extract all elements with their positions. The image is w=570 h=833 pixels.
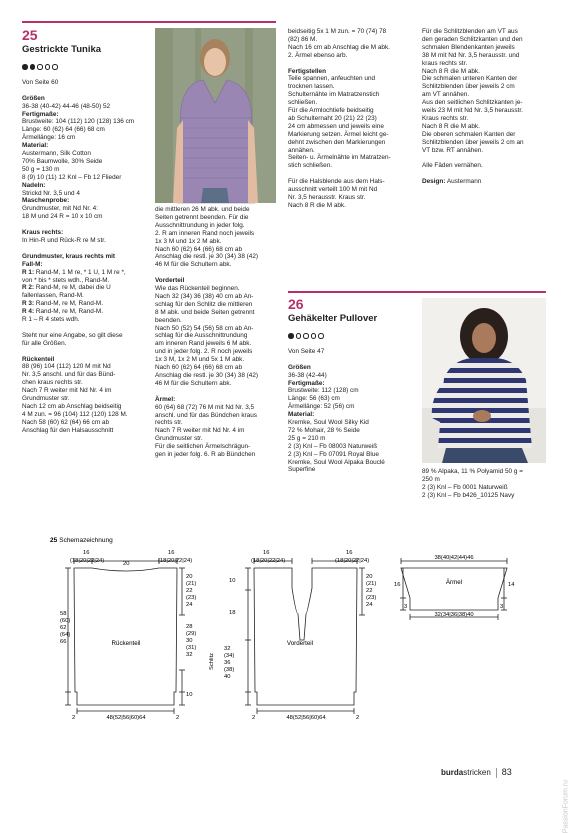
heading-groessen: Größen (288, 363, 311, 371)
text-line (22, 300, 150, 308)
text-line: schmalen Blendenkanten jeweils (422, 43, 515, 51)
dim-stack (60, 611, 70, 645)
heading-maschenprobe: Maschenprobe: (22, 197, 70, 205)
rating-dot-empty (37, 64, 43, 70)
text-line: Seiten getrennt beenden. Für die (155, 213, 249, 221)
rating-dot-empty (296, 333, 302, 339)
text-line: 18 M und 24 R = 10 x 10 cm (22, 213, 103, 221)
dim-label: (18|20|22|24) (251, 558, 286, 564)
from-page: Von Seite 60 (22, 78, 59, 86)
dim-label: 32 (224, 646, 231, 652)
vorderteil-text (155, 285, 280, 388)
schema-title (50, 537, 113, 544)
text-line: Anschlag für den Halsausschnitt (22, 426, 114, 434)
text-line: Kraus rechts str. (422, 114, 469, 122)
text-line: Anschlag die restl. je 30 (34) 38 (42) (155, 372, 259, 380)
section-rule (288, 291, 546, 293)
text-line: 46 M für die Schultern abk. (155, 379, 232, 387)
schema-aermel (400, 558, 507, 620)
text-line: Nr. 3,5 anschl. und für das Bünd- (22, 371, 116, 379)
dim-label: 3 (404, 604, 408, 610)
text-line: 36-38 (40-42) 44-46 (48-50) 52 (22, 102, 111, 110)
rating-dot-empty (311, 333, 317, 339)
dim-label: 62 (60, 625, 67, 631)
text-line: den geraden Schlitzkanten und den (422, 35, 523, 43)
text-line: Nach 50 (52) 54 (56) 58 cm ab An- (155, 324, 254, 332)
text-line: VT bzw. RT annähen. (422, 146, 484, 154)
from-page: Von Seite 47 (288, 347, 325, 355)
text-line: weils 23 M mit Nd Nr. 3,5 herausstr. (422, 107, 523, 115)
fertigstellen-text (288, 75, 418, 170)
aermel-label: Ärmel (445, 579, 463, 586)
text-line: 250 m (422, 475, 440, 483)
text-line: 2 (3) Knl – Fb 0001 Naturweiß (422, 483, 508, 491)
text-line: 2 (3) Knl – Fb 07091 Royal Blue (288, 450, 379, 458)
text-line: Strickd Nr. 3,5 und 4 (22, 189, 80, 197)
text-line: In Hin-R und Rück-R re M str. (22, 236, 106, 244)
dim-label: 16 (83, 550, 90, 556)
dim-label: 40 (224, 674, 231, 680)
text-line: Teile spannen, anfeuchten und (288, 75, 376, 83)
text-line: Länge: 56 (63) cm (288, 395, 340, 403)
text-line: Nach 8 R die M abk. (422, 122, 480, 130)
text-line: Nach 60 (62) 64 (66) 68 cm ab (155, 364, 243, 372)
rating-dot-empty (303, 333, 309, 339)
text-line: ab Schulternaht 20 (21) 22 (23) (288, 114, 377, 122)
text-line: chen kraus rechts str. (22, 379, 83, 387)
pattern-number: 26 (288, 296, 304, 312)
dim-label: 18 (229, 610, 236, 616)
schema-rueckenteil (65, 558, 185, 714)
dim-label: (31) (186, 645, 197, 651)
heading-vorderteil: Vorderteil (155, 277, 185, 285)
text-line: für alle Größen. (22, 339, 67, 347)
column-4 (422, 28, 550, 186)
dim-label: 20 (186, 574, 193, 580)
text-line: Brustweite: 104 (112) 120 (128) 136 cm (22, 118, 135, 126)
text-line: 89 % Alpaka, 11 % Polyamid 50 g = (422, 468, 523, 475)
dim-label: (60) (60, 618, 71, 624)
text-line: Für die Armlochtiefe beidseitig (288, 107, 374, 115)
text-line: Die schmalen unteren Kanten der (422, 75, 518, 83)
column-3 (288, 28, 418, 210)
pattern-title: Gestrickte Tunika (22, 44, 102, 55)
text-line: Nach 7 R weiter mit Nd Nr. 4 im (22, 387, 112, 395)
aermel-text (155, 404, 280, 459)
heading-fertigmasse: Fertigmaße: (22, 110, 59, 118)
dim-label: 36 (224, 660, 231, 666)
schlitz-label: Schlitz (209, 652, 215, 670)
dim-label: 24 (186, 602, 193, 608)
text-line: Grundmuster str. (155, 435, 203, 443)
section-rule (22, 21, 276, 23)
rating-dot-empty (45, 64, 51, 70)
heading-grundmuster: Grundmuster, kraus rechts mit (22, 252, 116, 260)
row-text: Rand-M, re M, Rand-M. (34, 308, 103, 316)
dim-label: 16 (346, 550, 353, 556)
text-line: 2 (3) Knl – Fb 08003 Naturweiß (288, 442, 378, 450)
row-label: R 4: (22, 308, 35, 316)
text-line: Nr. 3,5 herausstr. Kraus str. (288, 194, 366, 201)
dim-label: (18|20|22|24) (70, 558, 105, 564)
dim-label: 66 (60, 639, 67, 645)
text-line: von * bis * stets wdh., Rand-M. (22, 276, 110, 284)
dim-label: 58 (60, 611, 67, 617)
design-label: Design: (422, 178, 446, 186)
text-line: schlag für den Schlitz die mittleren (155, 300, 253, 308)
dim-stack (224, 646, 234, 680)
material-text (288, 419, 418, 474)
text-line: Nach 7 R weiter mit Nd Nr. 4 im (155, 427, 245, 435)
text-line: 2. R am inneren Rand noch jeweils (155, 229, 255, 237)
heading-fertigmasse: Fertigmaße: (288, 379, 325, 387)
text-line: 4 M zun. = 96 (104) 112 (120) 128 M. (22, 410, 128, 418)
text-line: Nach 16 cm ab Anschlag die M abk. (288, 43, 390, 51)
dim-label: (21) (366, 581, 377, 587)
schema-drawing (30, 530, 530, 750)
dim-label: 24 (366, 602, 373, 608)
text-line: R 1 – R 4 stets wdh. (22, 316, 80, 324)
row-label: R 2: (22, 284, 35, 292)
dim-label: 20 (123, 561, 130, 567)
text-line: Brustweite: 112 (128) cm (288, 387, 359, 395)
dim-label: (18|20|22|24) (335, 558, 370, 564)
rating-dot-filled (30, 64, 36, 70)
text-line: kraus rechts str. (422, 59, 468, 67)
text-line: Seiten- u. Ärmelnähte im Matratzen- (288, 154, 391, 162)
rating-dot-empty (318, 333, 324, 339)
heading-groessen: Größen (22, 94, 45, 102)
row-text: Rand-M, re M, Rand-M. (34, 300, 103, 308)
heading-fertigstellen: Fertigstellen (288, 67, 326, 75)
photo-pullover-illustration (422, 298, 546, 463)
page-number: 83 (501, 767, 512, 777)
text-line: Schlitzblenden über jeweils 2 cm (422, 83, 515, 91)
dim-label: 2 (72, 715, 76, 721)
heading-kraus: Kraus rechts: (22, 229, 64, 237)
dim-label: (23) (366, 595, 377, 601)
text-line: am VT annähen. (422, 91, 470, 99)
text-line: Für die Halsblende aus dem Hals- (288, 178, 385, 186)
text-line: Nach 60 (62) 64 (66) 68 cm ab (155, 245, 243, 253)
text-line: Grundmuster str. (22, 395, 70, 403)
text-line: Ärmellänge: 52 (56) cm (288, 403, 355, 411)
column-2 (155, 206, 280, 459)
text-line: 72 % Mohair, 28 % Seide (288, 426, 360, 434)
aermel-continued (288, 28, 418, 60)
text-line: Nach 32 (34) 36 (38) 40 cm ab An- (155, 292, 254, 300)
text-line: Nach 58 (60) 62 (64) 66 cm ab (22, 418, 110, 426)
text-line: Superfine (288, 466, 316, 474)
text-line: 1x 3 M, 1x 2 M und 5x 1 M abk. (155, 356, 245, 364)
schema-number: 25 (50, 537, 58, 544)
text-line: 50 g = 130 m (22, 165, 60, 173)
text-line: Austermann, Silk Cotton (22, 150, 91, 158)
dim-label: 2 (176, 715, 180, 721)
text-line: Ausschnittrundung in jeder folg. (155, 221, 245, 229)
dim-label: 2 (356, 715, 360, 721)
photo-tunika-illustration (155, 28, 276, 203)
text-line: Länge: 60 (62) 64 (66) 68 cm (22, 126, 105, 134)
dim-label: (21) (186, 581, 197, 587)
row-label: R 1: (22, 268, 35, 276)
dim-label: 2 (252, 715, 256, 721)
dim-stack (186, 574, 196, 608)
dim-label: 30 (186, 638, 193, 644)
rueckenteil-label: Rückenteil (111, 640, 141, 647)
dim-label: (18|20|22|24) (158, 558, 193, 564)
text-line: 60 (64) 68 (72) 76 M mit Nd Nr. 3,5 (155, 403, 255, 411)
dim-label: 32(34|36|38)40 (434, 612, 474, 618)
dim-label: 28 (186, 624, 193, 630)
text-line: Anschlag die restl. je 30 (34) 38 (42) (155, 253, 259, 261)
dim-label: 10 (186, 692, 193, 698)
text-line: Für die seitlichen Ärmelschrägun- (155, 443, 251, 451)
text-line: Kremke, Soul Wool Alpaka Bouclé (288, 458, 385, 466)
text-line (22, 308, 150, 316)
rueckenteil-continued (155, 206, 280, 269)
dim-label: 38(40|42|44)46 (434, 555, 474, 561)
row-text: Rand-M, re M, dabei die U (34, 284, 111, 292)
text-line: und in jeder folg. 2. R noch jeweils (155, 348, 253, 356)
text-line: 24 cm abmessen und jeweils eine (288, 122, 384, 130)
text-line: Alle Fäden vernähen. (422, 162, 483, 170)
text-line: Schlitzblenden über jeweils 2 cm an (422, 138, 524, 146)
text-line: trocknen lassen. (288, 83, 335, 91)
pattern-title: Gehäkelter Pullover (288, 313, 378, 324)
dim-label: 16 (394, 582, 401, 588)
dim-label: (64) (60, 632, 71, 638)
dim-label: 16 (263, 550, 270, 556)
text-line: Aus den seitlichen Schlitzkanten je- (422, 99, 523, 107)
text-line: Nach 8 R die M abk. (288, 201, 346, 209)
heading-grundmuster-2: Fall-M: (22, 260, 43, 268)
difficulty-rating (22, 63, 150, 71)
schema-title-text: Schemazeichnung (59, 537, 113, 544)
halsblende-text (288, 178, 418, 210)
pattern-26-column (288, 297, 418, 474)
text-line: stich schließen. (288, 162, 333, 170)
heading-material: Material: (22, 142, 49, 150)
text-line: rechts str. (155, 419, 183, 427)
text-line: dehnt zwischen den Markierungen (288, 138, 386, 146)
heading-rueckenteil: Rückenteil (22, 355, 55, 363)
text-line: 1x 3 M und 1x 2 M abk. (155, 237, 222, 245)
text-line: Grundmuster, mit Nd Nr. 4: (22, 205, 99, 213)
text-line: annähen. (288, 146, 315, 154)
heading-aermel: Ärmel: (155, 395, 176, 403)
dim-label: 22 (366, 588, 373, 594)
text-line: Für die Schlitzblenden am VT aus (422, 28, 518, 35)
text-line: beenden. (155, 316, 182, 324)
text-line: Kremke, Soul Wool Silky Kid (288, 419, 369, 427)
design-value: Austermann (445, 178, 482, 186)
text-line: 25 g = 210 m (288, 434, 326, 442)
text-line: Die oberen schmalen Kanten der (422, 130, 516, 138)
text-line: Schulternähte im Matratzenstich (288, 91, 380, 99)
dim-label: 32 (186, 652, 193, 658)
dim-label: (34) (224, 653, 235, 659)
text-line: beidseitig 5x 1 M zun. = 70 (74) 78 (288, 28, 387, 35)
material-text-continued (422, 468, 550, 500)
text-line: (82) 86 M. (288, 35, 318, 43)
text-line: schlag für die Ausschnittrundung (155, 332, 248, 340)
text-line: die mittleren 26 M abk. und beide (155, 206, 250, 213)
text-line: anschl. und für das Bündchen kraus (155, 411, 257, 419)
text-line: 2. Ärmel ebenso arb. (288, 51, 348, 59)
text-line: gen in jeder folg. 6. R ab Bündchen (155, 451, 256, 459)
dim-label: 22 (186, 588, 193, 594)
dim-label: (29) (186, 631, 197, 637)
vorderteil-label: Vorderteil (286, 640, 314, 647)
text-line: Wie das Rückenteil beginnen. (155, 285, 240, 293)
dim-label: 3 (500, 604, 504, 610)
text-line: Nach 8 R die M abk. (422, 67, 480, 75)
text-line: 88 (96) 104 (112) 120 M mit Nd (22, 363, 111, 371)
photo-pullover (422, 298, 546, 463)
dim-label: 20 (366, 574, 373, 580)
rueckenteil-text (22, 363, 150, 434)
pattern-number: 25 (22, 27, 38, 43)
footer (441, 767, 512, 778)
difficulty-rating (288, 332, 418, 340)
column-1 (22, 28, 150, 435)
dim-stack (186, 624, 196, 658)
heading-material: Material: (288, 411, 315, 419)
text-line (22, 269, 150, 277)
text-line: 38 M mit Nd Nr. 3,5 herausstr. und (422, 51, 520, 59)
text-line: Steht nur eine Angabe, so gilt diese (22, 331, 123, 339)
text-line (22, 284, 150, 292)
rating-dot-filled (22, 64, 28, 70)
text-line: fallenlassen, Rand-M. (22, 292, 84, 300)
dim-stack (366, 574, 376, 608)
text-line: 2 (3) Knl – Fb b426_10125 Navy (422, 491, 515, 499)
text-line: 70% Baumwolle, 30% Seide (22, 157, 103, 165)
text-line: schließen. (288, 99, 318, 107)
dim-label: (38) (224, 667, 235, 673)
dim-label: 16 (168, 550, 175, 556)
dim-label: 48(52|56|60)64 (106, 715, 146, 721)
dim-label: (23) (186, 595, 197, 601)
pattern-26-material-continued (422, 468, 550, 500)
footer-separator (496, 768, 497, 778)
footer-brand-sub: stricken (463, 768, 491, 777)
dim-label: 10 (229, 578, 236, 584)
text-line: am inneren Rand jeweils 6 M abk. (155, 340, 252, 348)
heading-nadeln: Nadeln: (22, 181, 46, 189)
text-line: 8 (9) 10 (11) 12 Knl – Fb 12 Flieder (22, 173, 122, 181)
dim-label: 48(52|56|60)64 (286, 715, 326, 721)
rating-dot-filled (288, 333, 294, 339)
text-line: 8 M abk. und beide Seiten getrennt (155, 308, 255, 316)
schlitzblende-text (422, 28, 550, 155)
row-label: R 3: (22, 300, 35, 308)
rating-dot-empty (52, 64, 58, 70)
photo-tunika (155, 28, 276, 203)
footer-brand: burda (441, 768, 464, 777)
text-line: Markierung setzen. Ärmel leicht ge- (288, 130, 389, 138)
text-line: Ärmellänge: 16 cm (22, 134, 76, 142)
text-line: 46 M für die Schultern abk. (155, 261, 232, 269)
row-text: Rand-M, 1 M re, * 1 U, 1 M re *, (34, 268, 126, 276)
watermark: PassionForum.ru (562, 780, 569, 833)
schema-vorderteil (245, 558, 365, 714)
text-line: 36-38 (42-44) (288, 371, 327, 379)
dim-label: 14 (508, 582, 515, 588)
text-line: Nach 12 cm ab Anschlag beidseitig (22, 402, 122, 410)
text-line: ausschnitt verteilt 100 M mit Nd (288, 186, 378, 194)
